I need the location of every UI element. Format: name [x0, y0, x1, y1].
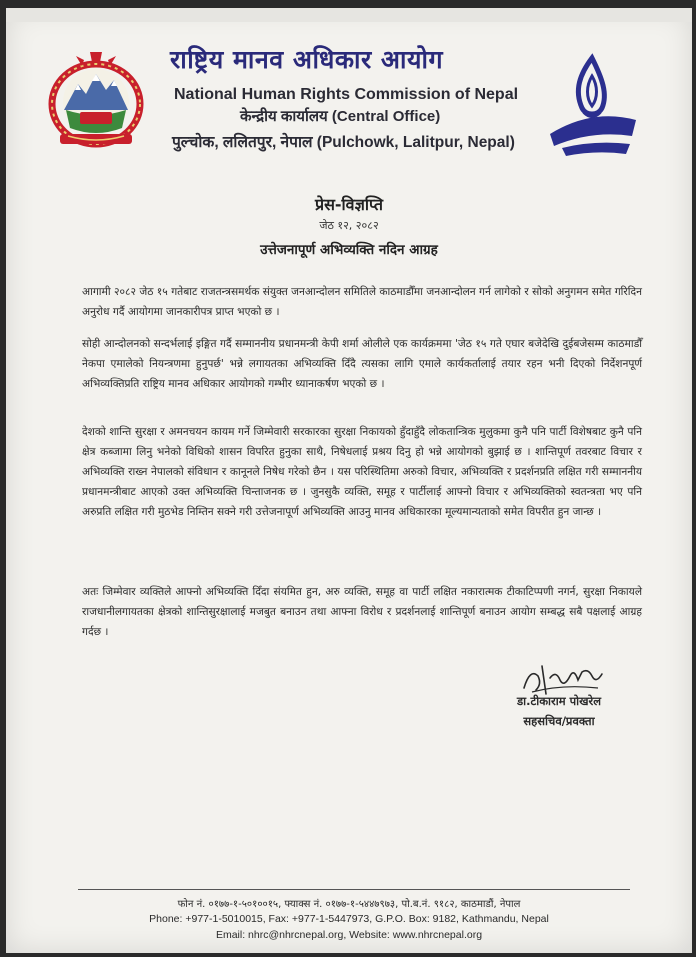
office-address: पुल्चोक, ललितपुर, नेपाल (Pulchowk, Lalitpur, Nepal)	[172, 134, 515, 151]
letter-page	[6, 8, 692, 953]
signatory-title: सहसचिव/प्रवक्ता	[523, 714, 595, 728]
nepal-emblem-icon	[46, 48, 146, 152]
page-top-edge	[6, 8, 692, 22]
footer-contact-nepali: फोन नं. ०१७७-१-५०१००१५, फ्याक्स नं. ०१७७-१-५४४७९७३, पो.ब.नं. ९१८२, काठमाडौं, नेपाल	[177, 899, 521, 910]
paragraph-4: अतः जिम्मेवार व्यक्तिले आफ्नो अभिव्यक्ति दिँदा संयमित हुन, अरु व्यक्ति, समूह वा पार्टी लक्षित नकारात्मक टीकाटिप्पणी नगर्न, सुरक्षा निकायले राजधानीलगायतका क्षेत्रको शान्तिसुरक्षालाई मजबुत बनाउन तथा आफ्ना विरोध र प्रदर्शनलाई शान्तिपूर्ण बनाउन आयोग सम्बद्ध सबै पक्षलाई आग्रह गर्दछ ।	[82, 586, 642, 638]
press-release-date: जेठ १२, २०८२	[319, 219, 379, 232]
letterhead	[6, 38, 692, 163]
press-release-subject: उत्तेजनापूर्ण अभिव्यक्ति नदिन आग्रह	[260, 242, 438, 258]
paragraph-1: आगामी २०८२ जेठ १५ गतेबाट राजतन्त्रसमर्थक संयुक्त जनआन्दोलन समितिले काठमाडौँमा जनआन्दोलन गर्न लागेको र सोको अनुगमन समेत गरिदिन अनुरोध गर्दै आयोगमा जानकारीपत्र प्राप्त भएको छ ।	[82, 286, 642, 318]
press-release-title: प्रेस-विज्ञप्ति	[314, 195, 384, 214]
signatory-name: डा.टीकाराम पोखरेल	[516, 694, 602, 708]
footer-email-website: Email: nhrc@nhrcnepal.org, Website: www.nhrcnepal.org	[215, 929, 483, 941]
paragraph-3: देशको शान्ति सुरक्षा र अमनचयन कायम गर्ने जिम्मेवारी सरकारका सुरक्षा निकायको हुँदाहुँदै लोकतान्त्रिक मुलुकमा कुनै पनि पार्टी विशेषबाट कुनै पनि क्षेत्र कब्जामा लिनु भनेको विधिको शासन विपरित हुनुका साथै, निषेधलाई प्रश्रय दिनु हो भन्ने आयोगको बुझाई छ । शान्तिपूर्ण तवरबाट विचार र अभिव्यक्ति राख्न नेपालको संविधान र कानूनले निषेध गरेको छैन । यस परिस्थितिमा अरुको विचार, अभिव्यक्ति र प्रदर्शनप्रति लक्षित गरी सम्माननीय प्रधानमन्त्रीबाट आएको उक्त अभिव्यक्ति चिन्ताजनक छ । जुनसुकै व्यक्ति, समूह र पार्टीलाई आफ्नो विचार र अभिव्यक्तिको स्वतन्त्रता भए पनि अरुप्रति लक्षित गरी मुठभेड निम्तिन सक्ने गरी उत्तेजनापूर्ण अभिव्यक्ति आउनु मानव अधिकारका मूल्यमान्यताको समेत विपरीत हुन जान्छ ।	[82, 426, 642, 518]
footer-divider	[78, 889, 630, 890]
office-label: केन्द्रीय कार्यालय (Central Office)	[240, 108, 441, 125]
nhrc-flame-logo-icon	[540, 50, 644, 162]
footer-contact-english: Phone: +977-1-5010015, Fax: +977-1-5447973, G.P.O. Box: 9182, Kathmandu, Nepal	[149, 913, 549, 925]
org-name-english: National Human Rights Commission of Nepal	[174, 86, 519, 103]
paragraph-2: सोही आन्दोलनको सन्दर्भलाई इङ्गित गर्दै सम्माननीय प्रधानमन्त्री केपी शर्मा ओलीले एक कार्यक्रममा 'जेठ १५ गते एघार बजेदेखि दुईबजेसम्म काठमाडौँ नेकपा एमालेको नियन्त्रणमा हुनुपर्छ' भन्ने लगायतका अभिव्यक्ति दिँदै त्यसका लागि एमाले कार्यकर्तालाई तयार रहन भनी दिएको निर्देशनपूर्ण अभिव्यक्तिप्रति राष्ट्रिय मानव अधिकार आयोगको गम्भीर ध्यानाकर्षण भएको छ ।	[82, 338, 642, 390]
org-name-nepali: राष्ट्रिय मानव अधिकार आयोग	[170, 45, 444, 74]
